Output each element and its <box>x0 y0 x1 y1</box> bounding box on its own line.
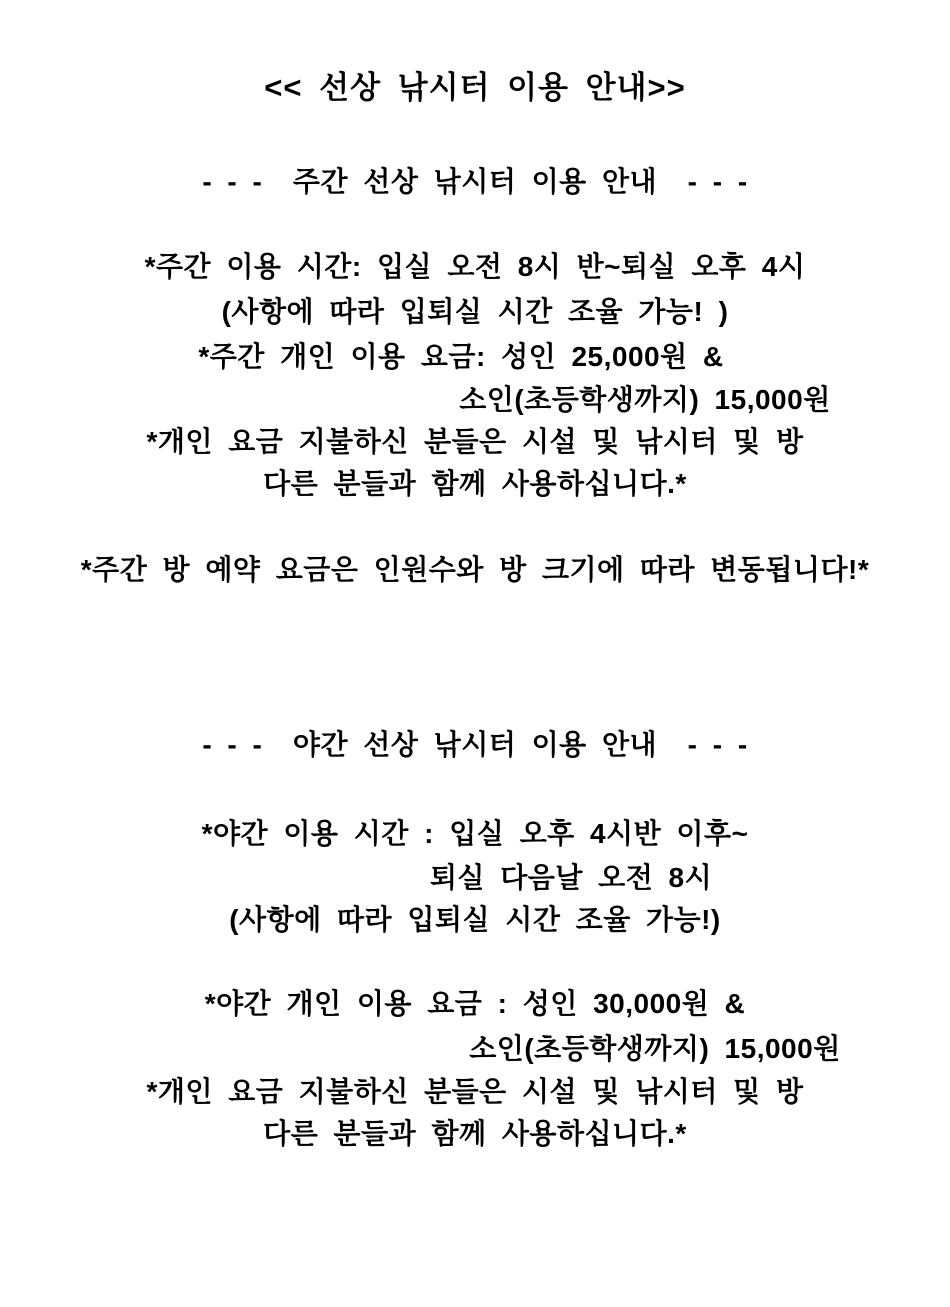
day-time-adjust-note: (사항에 따라 입퇴실 시간 조율 가능! ) <box>221 296 729 327</box>
night-shared-use-note-line1: *개인 요금 지불하신 분들은 시설 및 낚시터 및 방 <box>146 1076 804 1107</box>
night-usage-time-line1: *야간 이용 시간 : 입실 오후 4시반 이후~ <box>201 818 749 849</box>
night-time-adjust-note: (사항에 따라 입퇴실 시간 조율 가능!) <box>229 904 721 935</box>
night-shared-use-note-line2: 다른 분들과 함께 사용하십니다.* <box>263 1118 687 1149</box>
night-usage-time-line2: 퇴실 다음날 오전 8시 <box>429 862 713 893</box>
day-fee-child: 소인(초등학생까지) 15,000원 <box>459 384 831 415</box>
night-section-heading: - - - 야간 선상 낚시터 이용 안내 - - - <box>202 729 748 760</box>
day-usage-time: *주간 이용 시간: 입실 오전 8시 반~퇴실 오후 4시 <box>144 251 806 282</box>
day-room-fee-note: *주간 방 예약 요금은 인원수와 방 크기에 따라 변동됩니다!* <box>80 554 870 585</box>
day-section-heading: - - - 주간 선상 낚시터 이용 안내 - - - <box>202 166 748 197</box>
night-fee-child: 소인(초등학생까지) 15,000원 <box>469 1033 841 1064</box>
day-shared-use-note-line2: 다른 분들과 함께 사용하십니다.* <box>263 468 687 499</box>
night-fee-adult: *야간 개인 이용 요금 : 성인 30,000원 & <box>204 988 746 1019</box>
day-fee-adult: *주간 개인 이용 요금: 성인 25,000원 & <box>198 341 724 372</box>
page-title: << 선상 낚시터 이용 안내>> <box>264 70 686 105</box>
day-shared-use-note-line1: *개인 요금 지불하신 분들은 시설 및 낚시터 및 방 <box>146 426 804 457</box>
